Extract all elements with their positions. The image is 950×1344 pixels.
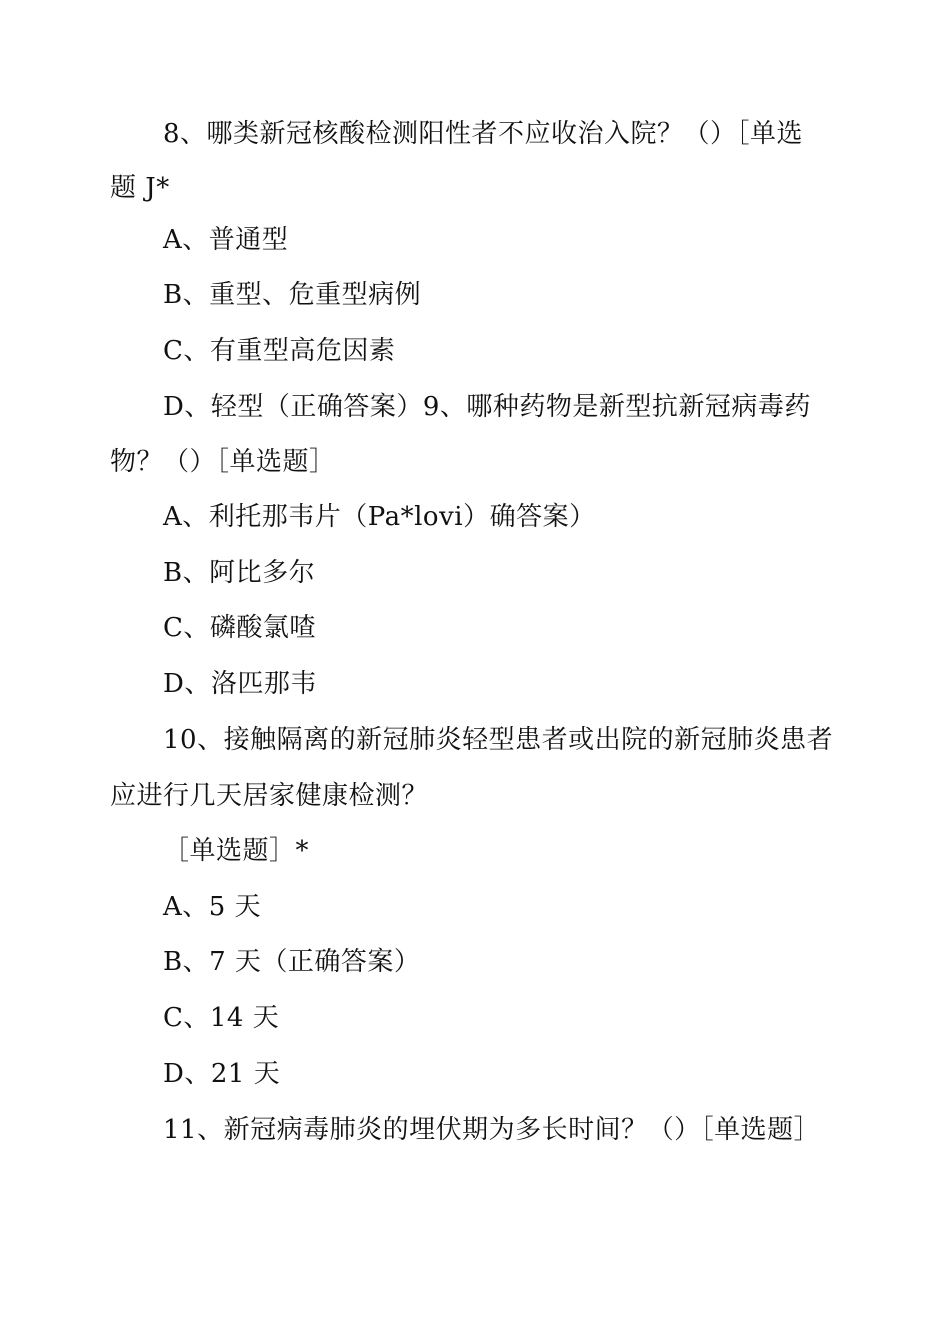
question-10-option-b: B、7 天（正确答案） (163, 947, 421, 977)
question-9-text-continued: 物？（）［单选题］ (110, 447, 336, 477)
question-10-option-a: A、5 天 (163, 892, 262, 922)
question-8-option-c: C、有重型高危因素 (163, 336, 396, 366)
question-8-option-d-and-question-9: D、轻型（正确答案）9、哪种药物是新型抗新冠病毒药 (163, 392, 811, 422)
question-8-option-a: A、普通型 (163, 225, 289, 255)
question-10-text: 10、接触隔离的新冠肺炎轻型患者或出院的新冠肺炎患者 (163, 725, 834, 755)
question-8-text-continued: 题 J* (110, 173, 170, 203)
question-10-option-d: D、21 天 (163, 1059, 281, 1089)
question-8-text: 8、哪类新冠核酸检测阳性者不应收治入院？（）［单选 (163, 119, 804, 149)
question-9-option-d: D、洛匹那韦 (163, 669, 317, 699)
question-8-option-b: B、重型、危重型病例 (163, 280, 422, 310)
question-11-text: 11、新冠病毒肺炎的埋伏期为多长时间？（）［单选题］ (163, 1115, 821, 1145)
question-10-type: ［单选题］* (163, 836, 310, 866)
question-9-option-c: C、磷酸氯喳 (163, 613, 316, 643)
question-9-option-a: A、利托那韦片（Pa*lovi）确答案） (163, 502, 596, 532)
question-10-option-c: C、14 天 (163, 1003, 280, 1033)
question-9-option-b: B、阿比多尔 (163, 558, 316, 588)
question-10-text-continued: 应进行几天居家健康检测？ (110, 781, 429, 811)
